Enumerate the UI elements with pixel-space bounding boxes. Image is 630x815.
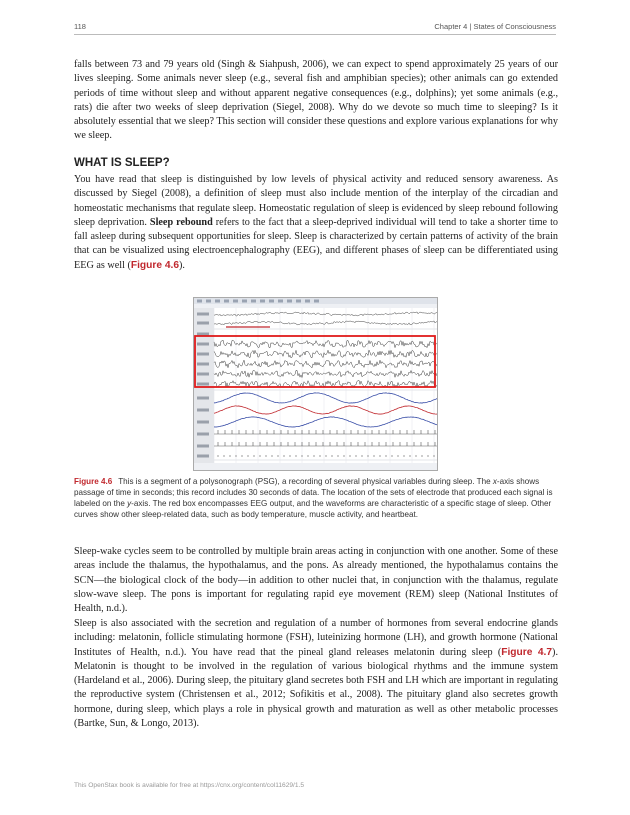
menubar-item [197, 300, 202, 303]
menubar-item [215, 300, 220, 303]
oximetry-dot [301, 455, 302, 456]
channel-label [197, 397, 209, 400]
section-heading: WHAT IS SLEEP? [74, 157, 170, 169]
oximetry-dot [337, 455, 338, 456]
respiration-trace [214, 417, 437, 427]
respiration-trace [214, 393, 437, 403]
caption-axis-y: y [127, 499, 132, 509]
figure-4-7-link[interactable]: Figure 4.7 [501, 646, 553, 658]
oximetry-dot [235, 455, 236, 456]
channel-label [197, 363, 209, 366]
menubar-item [296, 300, 301, 303]
menubar-item [305, 300, 310, 303]
figure-label: Figure 4.6 [74, 477, 113, 486]
intro-paragraph: falls between 73 and 79 years old (Singh & Siahpush, 2006), we can expect to spend approximately 25 years of our lives sleeping. Some animals never sleep (e.g., several fish and amphibian species); other animals can go extended periods of time without sleep and without apparent negative consequences (e.g., dolphins); yet some animals (e.g., rats) die after two weeks of sleep deprivation (Siegel, 2008). Why do we devote so much time to sleeping? Is it absolutely essential that we sleep? This section will consider these questions and explore various explanations for why we sleep. [74, 59, 558, 142]
channel-label [197, 353, 209, 356]
channel-label [197, 433, 209, 436]
oximetry-dot [325, 455, 326, 456]
menubar-item [224, 300, 229, 303]
oximetry-dot [343, 455, 344, 456]
caption-text: -axis. The red box encompasses EEG output, and the waveforms are characteristic of a specific stage of sleep. Other curves show other sleep-related data, such as body temperature, muscle activity, and heartbeat. [74, 499, 552, 520]
oximetry-dot [319, 455, 320, 456]
oximetry-dot [385, 455, 386, 456]
chapter-header: Chapter 4 | States of Consciousness [434, 22, 556, 31]
eeg-trace [214, 350, 437, 358]
oximetry-dot [427, 455, 428, 456]
figure-4-6-link[interactable]: Figure 4.6 [130, 259, 179, 271]
oximetry-dot [355, 455, 356, 456]
oximetry-dot [409, 455, 410, 456]
oximetry-dot [289, 455, 290, 456]
channel-label [197, 455, 209, 458]
channel-label [197, 383, 209, 386]
oximetry-dot [223, 455, 224, 456]
oximetry-dot [397, 455, 398, 456]
menubar-item [242, 300, 247, 303]
oximetry-dot [331, 455, 332, 456]
channel-label [197, 373, 209, 376]
oximetry-dot [247, 455, 248, 456]
time-axis-bar [194, 463, 437, 470]
paragraph-text: ). Melatonin is thought to be involved in the regulation of various biological rhythms and the immune system (Hardeland et al., 2006). During sleep, the pituitary gland secretes both FSH and LH which are important in regulating the reproductive system (Christensen et al., 2012; Sofikitis et al., 2008). The pituitary gland also secretes growth hormone, during sleep, which plays a role in physical growth and maturation as well as other metabolic processes (Bartke, Sun, & Longo, 2013). [74, 646, 558, 730]
caption-axis-x: x [492, 477, 497, 486]
oximetry-dot [253, 455, 254, 456]
oximetry-dot [259, 455, 260, 456]
paragraph-text: refers to the fact that a sleep-deprived individual will tend to take a shorter time to fall asleep during subsequent opportunities for sleep. Sleep is characterized by certain patterns of activity of the brain that can be visualized using electroencephalography (EEG), and different phases of sleep can be differentiated using EEG as well ( [74, 216, 558, 271]
oximetry-dot [265, 455, 266, 456]
oximetry-dot [271, 455, 272, 456]
menubar-item [206, 300, 211, 303]
menubar-item [269, 300, 274, 303]
paragraph-text: You have read that sleep is distinguished by low levels of physical activity and reduced sensory awareness. As discussed by Siegel (2008), a definition of sleep must also include mention of the interplay of the circadian and homeostatic mechanisms that regulate sleep. Homeostatic regulation of sleep is evidenced by sleep rebound following sleep deprivation. [74, 174, 558, 228]
oximetry-dot [391, 455, 392, 456]
oximetry-dot [217, 455, 218, 456]
caption-text: This is a segment of a polysonograph (PSG), a recording of several physical variables during sleep. The [118, 477, 493, 486]
channel-label [197, 421, 209, 424]
paragraph-text: ). [179, 259, 185, 271]
polysomnograph-image [194, 298, 437, 470]
window-toolbar [194, 304, 437, 308]
eeg-trace [214, 370, 437, 377]
oximetry-dot [433, 455, 434, 456]
oximetry-dot [349, 455, 350, 456]
header-rule [74, 34, 556, 35]
oximetry-dot [229, 455, 230, 456]
oximetry-dot [367, 455, 368, 456]
menubar-item [233, 300, 238, 303]
oximetry-dot [379, 455, 380, 456]
paragraph-text: Sleep is also associated with the secretion and regulation of a number of hormones from several endocrine glands including: melatonin, follicle stimulating hormone (FSH), luteinizing hormone (LH), and growth hormone (National Institutes of Health, n.d.). You have read that the pineal gland releases melatonin during sleep ( [74, 618, 558, 658]
channel-label [197, 313, 209, 316]
menubar-item [251, 300, 256, 303]
oximetry-dot [403, 455, 404, 456]
oximetry-dot [361, 455, 362, 456]
oximetry-dot [415, 455, 416, 456]
oximetry-dot [313, 455, 314, 456]
channel-label [197, 445, 209, 448]
channel-label [197, 343, 209, 346]
oximetry-dot [277, 455, 278, 456]
oximetry-dot [421, 455, 422, 456]
menubar-item [260, 300, 265, 303]
polysomnograph-figure [193, 297, 438, 471]
eeg-trace [214, 360, 437, 368]
oximetry-dot [307, 455, 308, 456]
oximetry-dot [241, 455, 242, 456]
oximetry-dot [283, 455, 284, 456]
caption-text: -axis shows passage of time in seconds; this record includes 30 seconds of data. The location of the sets of electrode that produced each signal is labeled on the [74, 477, 553, 509]
eye-movement-trace [214, 321, 437, 325]
channel-label [197, 322, 209, 325]
menubar-item [287, 300, 292, 303]
sleep-definition-paragraph [74, 173, 558, 273]
respiration-trace [214, 406, 437, 414]
eeg-trace [214, 340, 437, 348]
menubar-item [314, 300, 319, 303]
channel-label [197, 333, 209, 336]
page-number: 118 [74, 22, 86, 31]
brain-areas-paragraph: Sleep-wake cycles seem to be controlled by multiple brain areas acting in conjunction with one another. Some of these areas include the thalamus, the hypothalamus, and the pons. As already mentioned, the hypothalamus contains the SCN—the biological clock of the body—in addition to other nuclei that, in conjunction with the thalamus, regulate slow-wave sleep. The pons is important for regulating rapid eye movement (REM) sleep (National Institutes of Health, n.d.). [74, 546, 558, 615]
footer-note: This OpenStax book is available for free at https://cnx.org/content/col11629/1.5 [74, 782, 305, 789]
oximetry-dot [373, 455, 374, 456]
key-term-sleep-rebound: Sleep rebound [149, 216, 213, 228]
oximetry-dot [295, 455, 296, 456]
figure-caption [74, 476, 554, 520]
channel-label [197, 409, 209, 412]
menubar-item [278, 300, 283, 303]
eye-movement-trace [214, 312, 437, 316]
hormones-paragraph [74, 617, 558, 731]
